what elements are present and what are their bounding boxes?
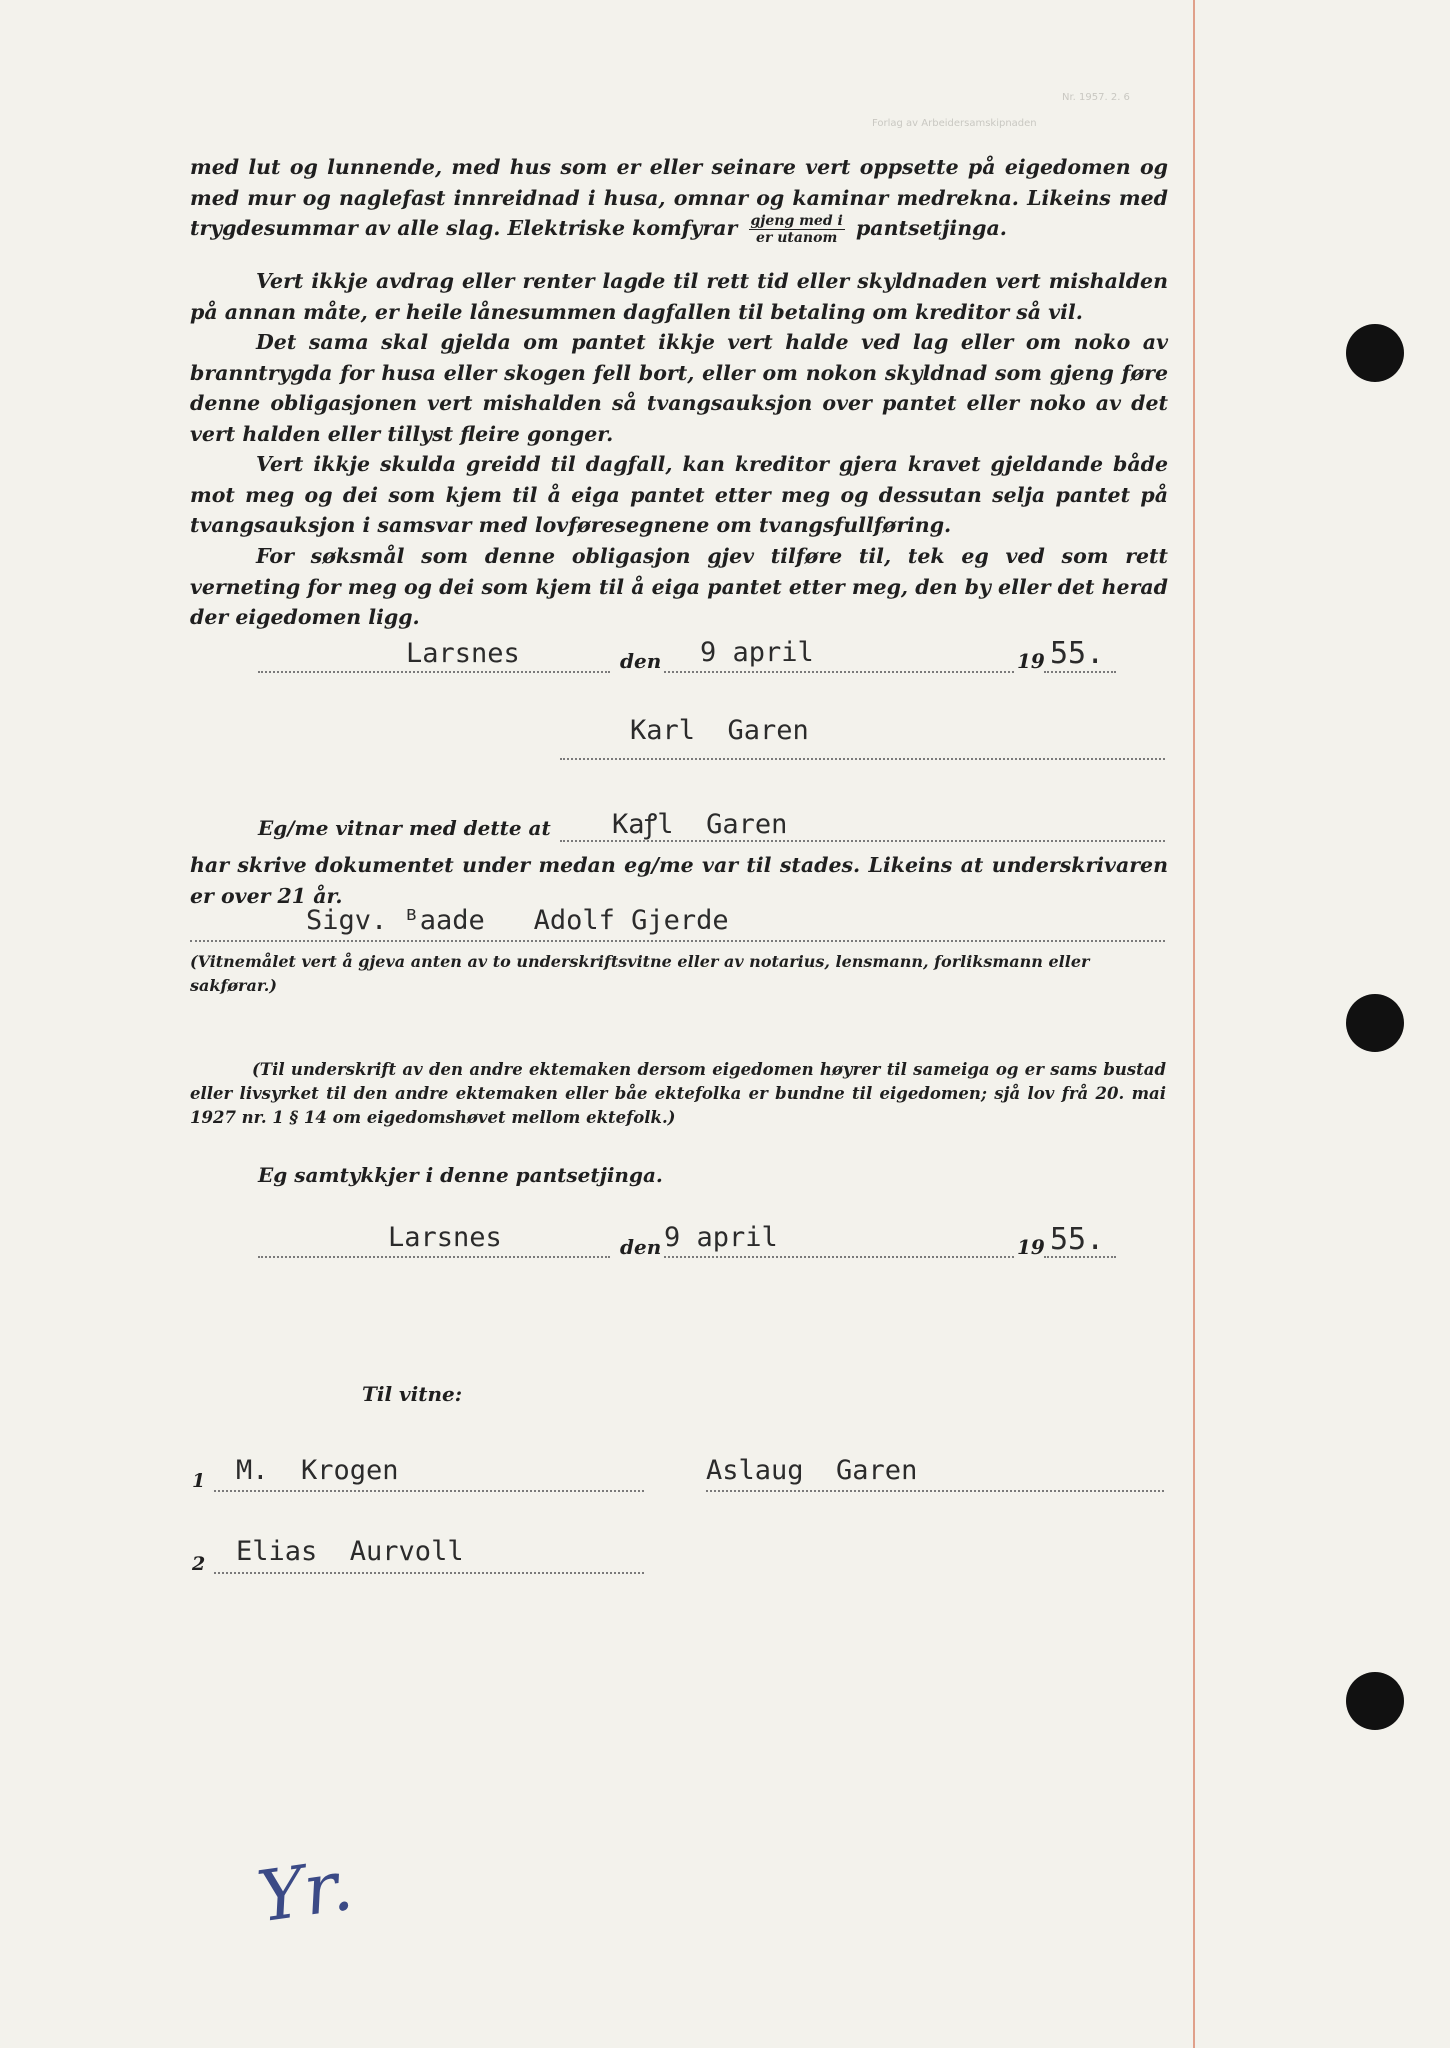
den-label: den	[620, 1235, 662, 1259]
year-prefix: 19	[1017, 649, 1045, 673]
paragraph-text: pantsetjinga.	[855, 216, 1007, 240]
dotted-line	[1044, 671, 1116, 673]
witnesses-label: Til vitne:	[362, 1382, 463, 1406]
punch-hole	[1346, 994, 1404, 1052]
paragraph-default	[190, 266, 1168, 327]
signing-date: 9 april	[700, 637, 814, 668]
punch-hole	[1346, 1672, 1404, 1730]
paragraph-text: Vert ikkje skulda greidd til dagfall, kan kreditor gjera kravet gjeldande både mot meg og dei som kjem til å eiga pantet etter meg og dessutan selja pantet på tvangsauksjon i samsvar med lovføresegnene om tvangsfullføring.	[190, 452, 1168, 537]
fraction-bottom: er utanom	[756, 230, 838, 246]
paragraph-pledge-scope	[190, 152, 1168, 246]
handwritten-initials: Yr.	[252, 1843, 358, 1939]
witness-number: 2	[192, 1553, 206, 1575]
faint-header-line1: Nr. 1957. 2. 6	[1062, 92, 1130, 103]
paragraph-due	[190, 449, 1168, 541]
dotted-line	[214, 1490, 644, 1492]
spouse-note	[190, 1058, 1166, 1130]
witness-2-signature: Elias Aurvoll	[236, 1536, 464, 1567]
punch-hole	[1346, 324, 1404, 382]
consent-date: 9 april	[664, 1222, 778, 1253]
dotted-line	[664, 1256, 1014, 1258]
witness-intro: Eg/me vitnar med dette at	[258, 816, 551, 840]
faint-header-line2: Forlag av Arbeidersamskipnaden	[872, 118, 1037, 129]
witness-number: 1	[192, 1470, 206, 1492]
debtor-signature: Karl Garen	[630, 715, 809, 746]
consent-place: Larsnes	[388, 1222, 502, 1253]
spouse-signature: Aslaug Garen	[706, 1455, 918, 1486]
spouse-note-text: (Til underskrift av den andre ektemaken dersom eigedomen høyrer til sameiga og er sams bustad eller livsyrket til den andre ektemaken eller båe ektefolka er bundne til eigedomen; sjå lov frå 20. mai 1927 nr. 1 § 14 om eigedomshøvet mellom ektefolk.)	[190, 1060, 1166, 1127]
witness-note: (Vitnemålet vert å gjeva anten av to underskriftsvitne eller av notarius, lensmann, forliksmann eller sakførar.)	[190, 952, 1090, 995]
choice-fraction	[749, 213, 845, 246]
fraction-top: gjeng med i	[750, 213, 843, 229]
margin-line	[1193, 0, 1195, 2048]
witness-named-person: Kaꝭl Garen	[612, 809, 788, 840]
signature-line	[560, 758, 1165, 760]
witness-signatures: Sigv. ᴮaade Adolf Gjerde	[306, 905, 729, 936]
dotted-line	[560, 840, 1165, 842]
dotted-line	[258, 671, 610, 673]
witness-text: har skrive dokumentet under medan eg/me var til stades. Likeins at underskrivaren er over 21 år.	[190, 853, 1168, 908]
dotted-line	[664, 671, 1014, 673]
signing-place: Larsnes	[406, 638, 520, 669]
paragraph-jurisdiction	[190, 541, 1168, 633]
paragraph-text: Det sama skal gjelda om pantet ikkje vert halde ved lag eller om noko av branntrygda for husa eller skogen fell bort, eller om nokon skyldnad som gjeng føre denne obligasjonen vert mishalden så tvangsauksjon over pantet eller noko av det vert halden eller tillyst fleire gonger.	[190, 330, 1168, 446]
year-prefix: 19	[1017, 1235, 1045, 1259]
paragraph-text: For søksmål som denne obligasjon gjev tilføre til, tek eg ved som rett verneting for meg og dei som kjem til å eiga pantet etter meg, den by eller det herad der eigedomen ligg.	[190, 544, 1168, 629]
year-suffix: 55.	[1050, 636, 1105, 671]
paragraph-text: med lut og lunnende, med hus som er eller seinare vert oppsette på eigedomen og med mur og naglefast innreidnad i husa, omnar og kaminar medrekna. Likeins med trygdesummar av alle slag. Elektriske komfyrar	[190, 155, 1168, 240]
paragraph-insurance	[190, 327, 1168, 449]
consent-text: Eg samtykkjer i denne pantsetjinga.	[258, 1163, 663, 1187]
paragraph-text: Vert ikkje avdrag eller renter lagde til rett tid eller skyldnaden vert mishalden på annan måte, er heile lånesummen dagfallen til betaling om kreditor så vil.	[190, 269, 1168, 324]
witness-1-signature: M. Krogen	[236, 1455, 399, 1486]
dotted-line	[706, 1490, 1164, 1492]
year-suffix: 55.	[1050, 1222, 1105, 1257]
dotted-line	[214, 1572, 644, 1574]
signature-line	[190, 940, 1165, 942]
dotted-line	[258, 1256, 610, 1258]
den-label: den	[620, 649, 662, 673]
